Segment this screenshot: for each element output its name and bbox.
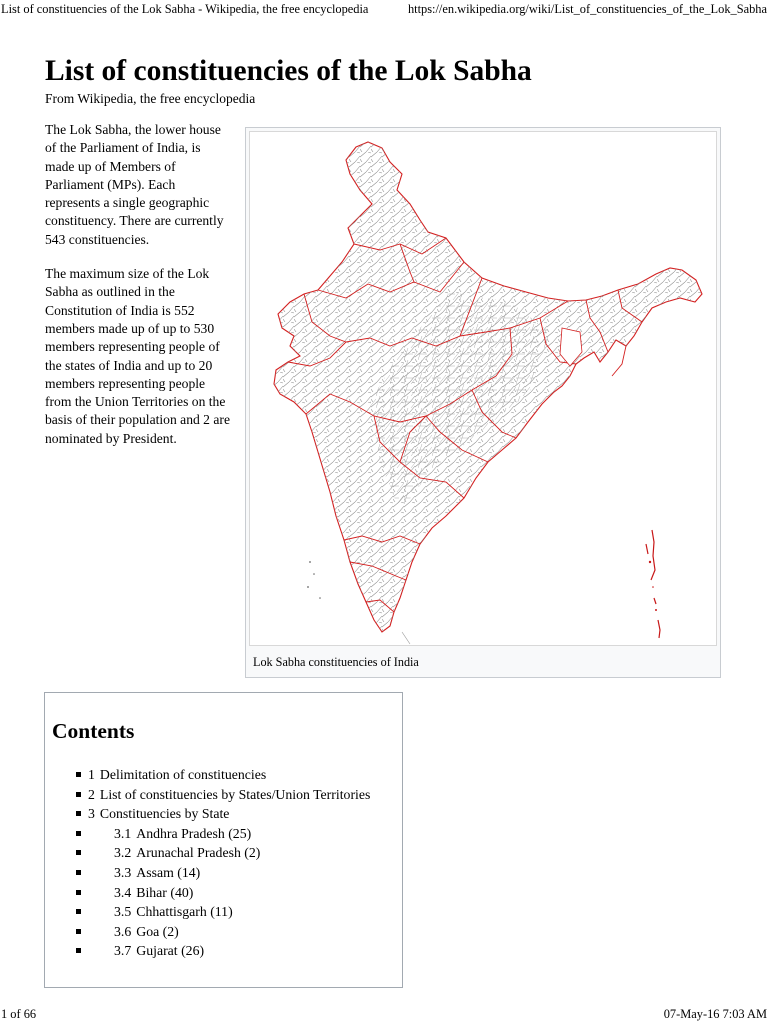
print-header-title: List of constituencies of the Lok Sabha - Wikipedia, the free encyclopedia <box>1 2 369 16</box>
toc-subitem[interactable] <box>76 922 370 942</box>
andaman-islands <box>646 530 660 638</box>
print-timestamp: 07-May-16 7:03 AM <box>663 1007 767 1021</box>
toc-item[interactable] <box>76 804 370 824</box>
intro-paragraph: The Lok Sabha, the lower house of the Parliament of India, is made up of Members of Parliament (MPs). Each represents a single geographic constituency. There are currently 543 constituencies. <box>45 122 224 247</box>
table-of-contents <box>44 692 403 988</box>
map-figure <box>245 127 721 678</box>
toc-number: 2 <box>88 786 95 802</box>
toc-subitem[interactable] <box>76 902 370 922</box>
toc-label[interactable]: Assam (14) <box>136 864 201 880</box>
page-title: List of constituencies of the Lok Sabha <box>45 55 532 87</box>
lakshadweep-islands <box>307 561 321 599</box>
toc-subitem[interactable] <box>76 883 370 903</box>
toc-label[interactable]: Constituencies by State <box>99 806 230 822</box>
toc-number: 3.3 <box>114 864 132 880</box>
toc-list <box>76 765 370 961</box>
toc-number: 3.2 <box>114 845 132 861</box>
print-header <box>0 0 768 18</box>
article-intro <box>45 121 233 464</box>
toc-number: 1 <box>88 767 95 782</box>
toc-label[interactable]: Andhra Pradesh (25) <box>136 825 252 841</box>
figure-caption: Lok Sabha constituencies of India <box>253 655 419 669</box>
toc-number: 3.4 <box>114 884 132 900</box>
toc-subitem[interactable] <box>76 941 370 961</box>
toc-number: 3.5 <box>114 904 132 920</box>
toc-subitem[interactable] <box>76 824 370 844</box>
toc-item[interactable] <box>76 765 370 785</box>
toc-label[interactable]: Gujarat (26) <box>136 943 205 959</box>
site-subtitle: From Wikipedia, the free encyclopedia <box>45 91 256 106</box>
toc-number: 3 <box>88 806 95 822</box>
page-counter: 1 of 66 <box>1 1007 37 1021</box>
india-map-icon <box>250 132 716 645</box>
toc-title: Contents <box>52 719 135 743</box>
toc-number: 3.7 <box>114 943 132 959</box>
toc-number: 3.6 <box>114 923 132 939</box>
toc-label[interactable]: Goa (2) <box>136 923 179 939</box>
print-header-url[interactable]: https://en.wikipedia.org/wiki/List_of_constituencies_of_the_Lok_Sabha <box>407 2 767 16</box>
constituency-map-image[interactable] <box>249 131 717 646</box>
toc-item[interactable] <box>76 785 370 805</box>
toc-number: 3.1 <box>114 825 132 841</box>
toc-label[interactable]: Arunachal Pradesh (2) <box>136 845 261 861</box>
intro-paragraph: The maximum size of the Lok Sabha as outlined in the Constitution of India is 552 members made up of up to 530 members representing people of the states of India and up to 20 members representing people from the Union Territories on the basis of their population and 2 are nominated by President. <box>45 266 230 446</box>
toc-label[interactable]: List of constituencies by States/Union Territories <box>99 786 371 802</box>
toc-label[interactable]: Bihar (40) <box>136 884 194 900</box>
toc-label[interactable]: Chhattisgarh (11) <box>136 904 233 920</box>
toc-subitem[interactable] <box>76 863 370 883</box>
print-footer <box>0 1004 768 1024</box>
toc-label[interactable]: Delimitation of constituencies <box>99 767 267 782</box>
toc-subitem[interactable] <box>76 843 370 863</box>
